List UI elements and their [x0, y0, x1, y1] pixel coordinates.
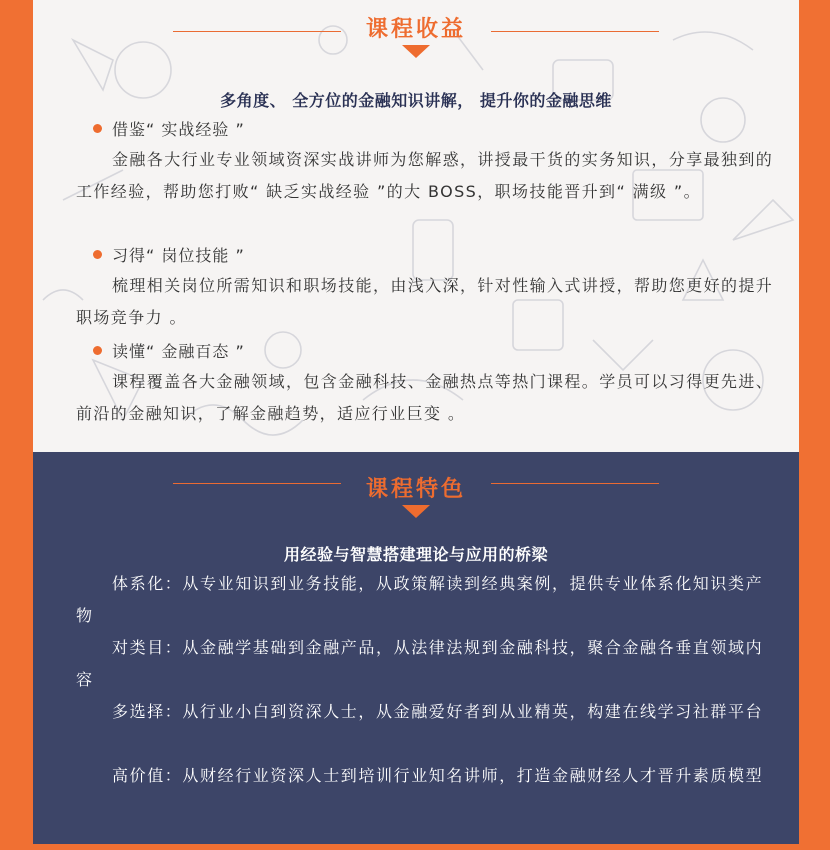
section-title: 课程收益 — [365, 17, 466, 42]
benefit-text: 金融各大行业专业领域资深实战讲师为您解惑，讲授最干货的实务知识，分享最独到的工作经验，帮助您打败“ 缺乏实战经验 ”的大 BOSS，职场技能晋升到“ 满级 ”。 — [76, 150, 774, 201]
benefit-heading — [93, 339, 245, 362]
section-subtitle: 多角度、 全方位的金融知识讲解， 提升你的金融思维 — [220, 91, 612, 110]
benefit-heading-text: 习得“ 岗位技能 ” — [112, 246, 245, 265]
benefit-heading — [93, 117, 245, 140]
section-heading — [33, 0, 799, 40]
bullet-dot-icon — [93, 124, 102, 133]
down-arrow-icon — [402, 505, 430, 518]
feature-text: 高价值：从财经行业资深人士到培训行业知名讲师，打造金融财经人才晋升素质模型 — [112, 766, 764, 785]
section-heading — [33, 452, 799, 502]
benefit-heading-text: 读懂“ 金融百态 ” — [112, 342, 245, 361]
bullet-dot-icon — [93, 250, 102, 259]
benefit-text: 课程覆盖各大金融领域，包含金融科技、金融热点等热门课程。学员可以习得更先进、前沿的金融知识，了解金融趋势，适应行业巨变 。 — [76, 372, 774, 423]
section-title: 课程特色 — [365, 477, 466, 502]
bullet-dot-icon — [93, 346, 102, 355]
feature-text: 对类目：从金融学基础到金融产品，从法律法规到金融科技，聚合金融各垂直领域内容 — [76, 638, 764, 689]
benefit-heading-text: 借鉴“ 实战经验 ” — [112, 120, 245, 139]
benefit-heading — [93, 243, 245, 266]
section-subtitle: 用经验与智慧搭建理论与应用的桥梁 — [283, 545, 548, 564]
course-features-panel — [33, 452, 799, 844]
course-benefits-panel — [33, 0, 799, 452]
benefit-text: 梳理相关岗位所需知识和职场技能，由浅入深，针对性输入式讲授，帮助您更好的提升职场竞争力 。 — [76, 276, 774, 327]
down-arrow-icon — [402, 45, 430, 58]
feature-text: 多选择：从行业小白到资深人士，从金融爱好者到从业精英，构建在线学习社群平台 — [112, 702, 764, 721]
feature-text: 体系化：从专业知识到业务技能，从政策解读到经典案例，提供专业体系化知识类产物 — [76, 574, 764, 625]
